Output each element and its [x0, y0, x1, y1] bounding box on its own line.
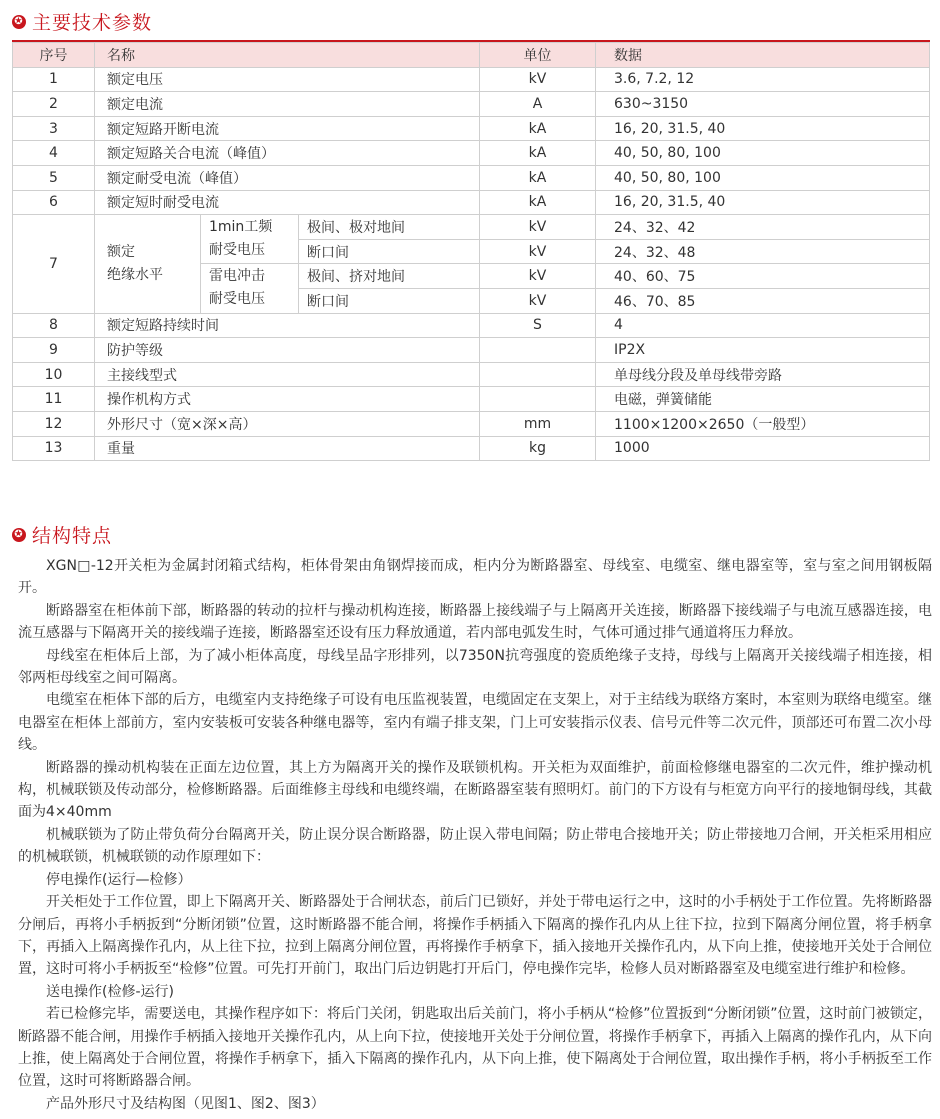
cell-data: 4 — [596, 313, 930, 338]
cell-data: 24、32、48 — [596, 239, 930, 264]
star-badge-icon: ✪ — [12, 528, 26, 542]
table-row — [13, 116, 930, 141]
header-data: 数据 — [596, 43, 930, 68]
parameters-table — [12, 42, 930, 461]
subheading: 停电操作(运行—检修） — [46, 871, 192, 888]
paragraph: 产品外形尺寸及结构图（见图1、图2、图3） — [46, 1095, 325, 1112]
cell-unit: mm — [480, 411, 596, 436]
paragraph: 开关柜处于工作位置，即上下隔离开关、断路器处于合闸状态，前后门已锁好，并处于带电运行之中，这时的小手柄处于工作位置。先将断路器分闸后，再将小手柄扳到“分断闭锁”位置，这时断路器不能合闸，将操作手柄插入下隔离的操作孔内从上往下拉，拉到下隔离分闸位置，将手柄拿下，再插入上隔离操作孔内，从上往下拉，拉到上隔离分闸位置，再将操作手柄拿下，插入接地开关操作孔内，从下向上推，使接地开关处于合闸位置，这时可将小手柄扳至“检修”位置。可先打开前门，取出门后边钥匙打开后门，停电操作完毕，检修人员对断路器室及电缆室进行维护和检修。 — [18, 894, 932, 978]
cell-name: 额定耐受电流（峰值） — [95, 165, 480, 190]
cell-data: IP2X — [596, 338, 930, 363]
cell-no: 11 — [13, 387, 95, 412]
header-name: 名称 — [95, 43, 480, 68]
cell-unit: kV — [480, 67, 596, 92]
section-title-text: 主要技术参数 — [32, 12, 153, 34]
cell-no: 10 — [13, 362, 95, 387]
cell-data: 16, 20, 31.5, 40 — [596, 116, 930, 141]
cell-no: 12 — [13, 411, 95, 436]
cell-sub-label: 极间、挤对地间 — [299, 264, 480, 289]
cell-name: 操作机构方式 — [95, 387, 480, 412]
cell-data: 46、70、85 — [596, 288, 930, 313]
cell-power-frequency — [201, 215, 299, 264]
cell-data: 单母线分段及单母线带旁路 — [596, 362, 930, 387]
cell-data: 电磁，弹簧储能 — [596, 387, 930, 412]
cell-sub-label: 断口间 — [299, 288, 480, 313]
cell-no: 9 — [13, 338, 95, 363]
cell-unit: kV — [480, 239, 596, 264]
cell-data: 1100×1200×2650（一般型） — [596, 411, 930, 436]
paragraph: 断路器的操动机构装在正面左边位置，其上方为隔离开关的操作及联锁机构。开关柜为双面维护，前面检修继电器室的二次元件，维护操动机构，机械联锁及传动部分，检修断路器。后面维修主母线和电缆终端，在断路器室装有照明灯。前门的下方设有与柜宽方向平行的接地铜母线，其截面为4×40mm — [18, 759, 932, 821]
star-badge-icon: ✪ — [12, 15, 26, 29]
cell-name: 重量 — [95, 436, 480, 461]
table-row — [13, 362, 930, 387]
cell-name: 防护等级 — [95, 338, 480, 363]
cell-unit: kA — [480, 190, 596, 215]
power-frequency-line2: 耐受电压 — [209, 242, 265, 259]
insulation-name-line1: 额定 — [107, 243, 135, 260]
section-title-text: 结构特点 — [32, 525, 113, 547]
cell-sub-label: 极间、极对地间 — [299, 215, 480, 240]
lightning-impulse-line2: 耐受电压 — [209, 291, 265, 308]
cell-unit — [480, 362, 596, 387]
cell-name: 额定短路关合电流（峰值） — [95, 141, 480, 166]
cell-unit — [480, 338, 596, 363]
table-row — [13, 338, 930, 363]
paragraph: 断路器室在柜体前下部，断路器的转动的拉杆与操动机构连接，断路器上接线端子与上隔离开关连接，断路器下接线端子与电流互感器连接，电流互感器与下隔离开关的接线端子连接，断路器室还设有压力释放通道，若内部电弧发生时，气体可通过排气通道将压力释放。 — [18, 602, 932, 642]
cell-no: 13 — [13, 436, 95, 461]
cell-unit: kA — [480, 165, 596, 190]
table-row — [13, 387, 930, 412]
section-title-parameters — [12, 8, 152, 35]
paragraph: 电缆室在柜体下部的后方，电缆室内支持绝缘子可设有电压监视装置，电缆固定在支架上，对于主结线为联络方案时，本室则为联络电缆室。继电器室在柜体上部前方，室内安装板可安装各种继电器等，室内有端子排支架，门上可安装指示仪表、信号元件等二次元件，顶部还可布置二次小母线。 — [18, 692, 932, 754]
table-row-insulation — [13, 215, 930, 240]
cell-unit: kV — [480, 264, 596, 289]
cell-no: 6 — [13, 190, 95, 215]
header-no: 序号 — [13, 43, 95, 68]
paragraph: XGN□-12开关柜为金属封闭箱式结构，柜体骨架由角钢焊接而成，柜内分为断路器室、母线室、电缆室、继电器室等，室与室之间用钢板隔开。 — [18, 558, 932, 597]
cell-unit: kV — [480, 215, 596, 240]
cell-data: 40、60、75 — [596, 264, 930, 289]
cell-sub-label: 断口间 — [299, 239, 480, 264]
paragraph: 若已检修完毕，需要送电，其操作程序如下：将后门关闭，钥匙取出后关前门，将小手柄从“检修”位置扳到“分断闭锁”位置，这时前门被锁定，断路器不能合闸，用操作手柄插入接地开关操作孔内，从上向下拉，使接地开关处于分闸位置，将操作手柄拿下，再插入上隔离的操作孔内，从下向上推，使上隔离处于合闸位置，将操作手柄拿下，插入下隔离的操作孔内，从下向上推，使下隔离处于合闸位置，取出操作手柄，将小手柄扳至工作位置，这时可将断路器合闸。 — [18, 1006, 932, 1090]
table-header-row — [13, 43, 930, 68]
cell-data: 16, 20, 31.5, 40 — [596, 190, 930, 215]
cell-data: 3.6, 7.2, 12 — [596, 67, 930, 92]
cell-unit: A — [480, 92, 596, 117]
cell-unit: kA — [480, 141, 596, 166]
cell-name: 额定短路开断电流 — [95, 116, 480, 141]
table-row — [13, 92, 930, 117]
cell-name: 主接线型式 — [95, 362, 480, 387]
table-row — [13, 436, 930, 461]
table-row — [13, 141, 930, 166]
cell-unit — [480, 387, 596, 412]
cell-data: 40, 50, 80, 100 — [596, 165, 930, 190]
cell-data: 24、32、42 — [596, 215, 930, 240]
cell-no: 1 — [13, 67, 95, 92]
cell-name: 额定短路持续时间 — [95, 313, 480, 338]
cell-name: 额定电压 — [95, 67, 480, 92]
paragraph: 母线室在柜体后上部，为了减小柜体高度，母线呈品字形排列，以7350N抗弯强度的瓷质绝缘子支持，母线与上隔离开关接线端子相连接，相邻两柜母线室之间可隔离。 — [18, 647, 932, 687]
cell-name: 额定电流 — [95, 92, 480, 117]
cell-no: 3 — [13, 116, 95, 141]
section-title-features — [12, 521, 112, 548]
cell-no: 2 — [13, 92, 95, 117]
cell-unit: S — [480, 313, 596, 338]
table-row — [13, 313, 930, 338]
table-row — [13, 67, 930, 92]
cell-name: 额定短时耐受电流 — [95, 190, 480, 215]
cell-data: 1000 — [596, 436, 930, 461]
structure-description — [18, 555, 932, 1115]
cell-data: 630~3150 — [596, 92, 930, 117]
cell-unit: kg — [480, 436, 596, 461]
cell-no: 7 — [13, 215, 95, 313]
header-unit: 单位 — [480, 43, 596, 68]
cell-lightning-impulse — [201, 264, 299, 313]
cell-name-insulation — [95, 215, 201, 313]
paragraph: 机械联锁为了防止带负荷分台隔离开关，防止误分误合断路器，防止误入带电间隔；防止带电合接地开关；防止带接地刀合闸，开关柜采用相应的机械联锁，机械联锁的动作原理如下： — [18, 826, 932, 866]
cell-name: 外形尺寸（宽×深×高） — [95, 411, 480, 436]
lightning-impulse-line1: 雷电冲击 — [209, 268, 265, 285]
table-row — [13, 411, 930, 436]
cell-unit: kV — [480, 288, 596, 313]
cell-data: 40, 50, 80, 100 — [596, 141, 930, 166]
power-frequency-line1: 1min工频 — [209, 219, 273, 236]
table-row — [13, 165, 930, 190]
cell-unit: kA — [480, 116, 596, 141]
subheading: 送电操作(检修-运行) — [46, 983, 174, 1000]
insulation-name-line2: 绝缘水平 — [107, 266, 163, 283]
cell-no: 8 — [13, 313, 95, 338]
cell-no: 4 — [13, 141, 95, 166]
table-row — [13, 190, 930, 215]
cell-no: 5 — [13, 165, 95, 190]
